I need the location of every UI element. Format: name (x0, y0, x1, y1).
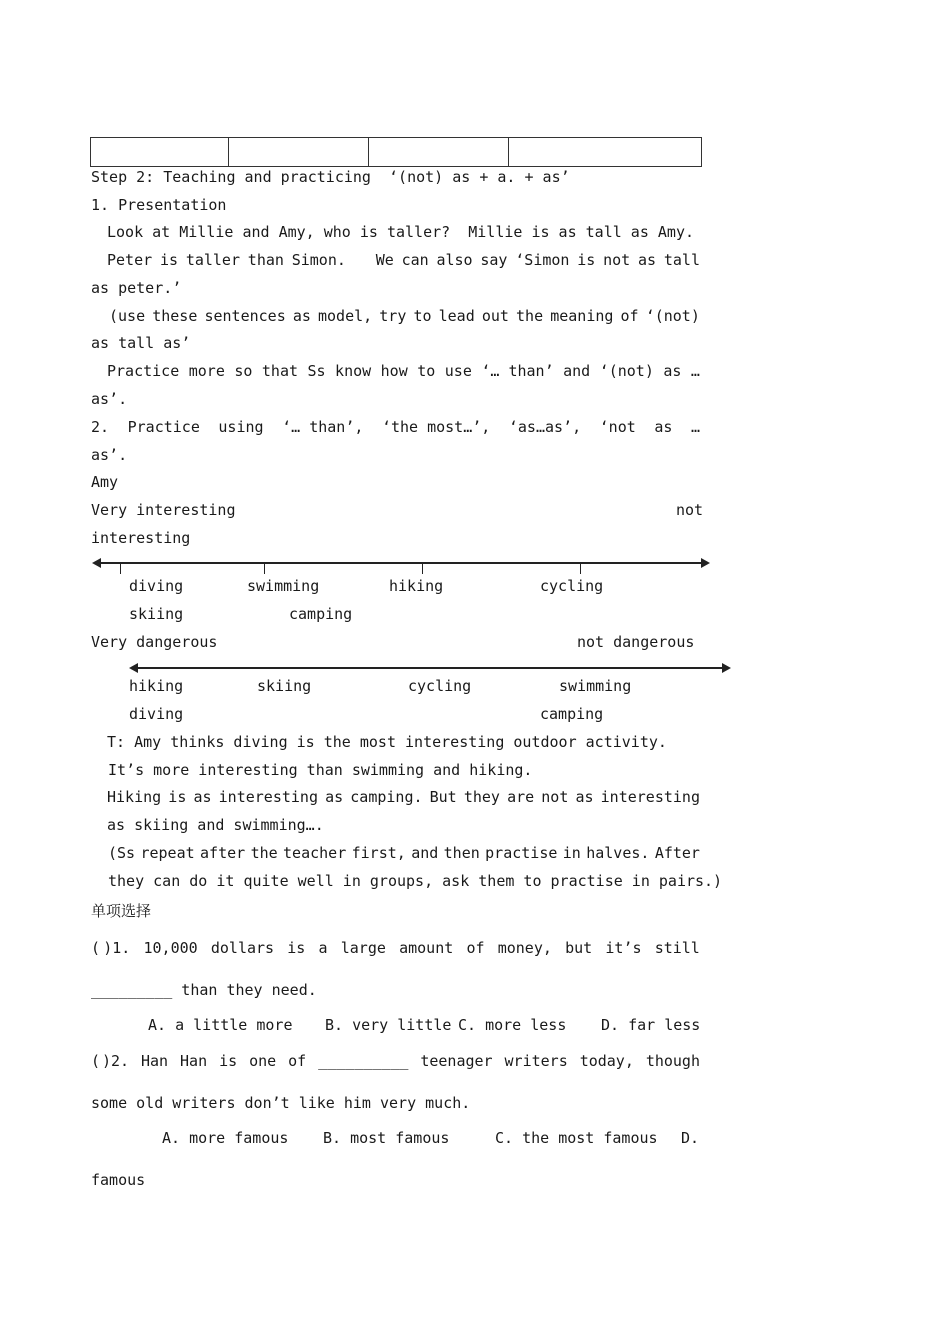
activity-label: cycling (540, 577, 604, 595)
activity-label: hiking (129, 677, 184, 695)
table-cell (91, 138, 229, 167)
question-blank-line: _________ than they need. (91, 981, 317, 999)
activity-label: swimming (247, 577, 320, 595)
text-line-justified: Peter is taller than Simon. We can also say ‘Simon is not as tall (107, 251, 700, 269)
activity-label: swimming (559, 677, 632, 695)
option-tail: famous (91, 1171, 146, 1189)
table-cell (509, 138, 702, 167)
teacher-line-justified: (Ss repeat after the teacher first, and then practise in halves. After (108, 844, 700, 862)
activity-label: camping (289, 605, 353, 623)
activity-label: hiking (389, 577, 444, 595)
activity-label: cycling (408, 677, 472, 695)
table-cell (229, 138, 369, 167)
question-stem: ( )1. 10,000 dollars is a large amount of money, but it’s still (91, 939, 700, 957)
presentation-heading: 1. Presentation (91, 196, 227, 214)
axis-tick (422, 563, 423, 574)
question-cont: some old writers don’t like him very much. (91, 1094, 471, 1112)
option: C. the most famous (495, 1129, 658, 1147)
text-line: Look at Millie and Amy, who is taller? Millie is as tall as Amy. (107, 223, 694, 241)
scale-right-label-cont: interesting (91, 529, 191, 547)
scale-right-label: not dangerous (577, 633, 695, 651)
section-title: 单项选择 (91, 902, 152, 920)
teacher-line: T: Amy thinks diving is the most interesting outdoor activity. (107, 733, 667, 751)
teacher-line: It’s more interesting than swimming and hiking. (108, 761, 533, 779)
question-stem: ( )2. Han Han is one of __________ teenager writers today, though (91, 1052, 700, 1070)
axis-tick (120, 563, 121, 574)
table-cell (369, 138, 509, 167)
activity-label: camping (540, 705, 604, 723)
activity-label: skiing (129, 605, 184, 623)
axis-tick (264, 563, 265, 574)
axis-arrow-right (722, 663, 731, 673)
activity-label: diving (129, 577, 184, 595)
teacher-line: as skiing and swimming…. (107, 816, 324, 834)
practice-heading: 2. Practice using ‘… than’, ‘the most…’, ‘as…as’, ‘not as … (91, 418, 700, 436)
scale-right-label: not (676, 501, 704, 519)
scale-name: Amy (91, 473, 119, 491)
text-line: as’. (91, 446, 128, 464)
option: B. most famous (323, 1129, 450, 1147)
scale-axis (100, 562, 702, 564)
axis-tick (580, 563, 581, 574)
option: D. far less (601, 1016, 701, 1034)
scale-left-label: Very dangerous (91, 633, 218, 651)
option: A. more famous (162, 1129, 289, 1147)
text-line: as tall as’ (91, 334, 191, 352)
option: B. very little (325, 1016, 452, 1034)
option: A. a little more (148, 1016, 293, 1034)
option: C. more less (458, 1016, 567, 1034)
teacher-line-justified: Hiking is as interesting as camping. But they are not as interesting (107, 788, 700, 806)
teacher-line: they can do it quite well in groups, ask them to practise in pairs.) (108, 872, 723, 890)
scale-axis (136, 667, 723, 669)
scale-left-label: Very interesting (91, 501, 236, 519)
axis-arrow-right (701, 558, 710, 568)
step-heading: Step 2: Teaching and practicing ‘(not) as + a. + as’ (91, 168, 570, 186)
text-line-justified: Practice more so that Ss know how to use ‘… than’ and ‘(not) as … (107, 362, 700, 380)
activity-label: diving (129, 705, 184, 723)
activity-label: skiing (257, 677, 312, 695)
option: D. (681, 1129, 700, 1147)
text-line: as peter.’ (91, 279, 182, 297)
text-line-justified: (use these sentences as model, try to lead out the meaning of ‘(not) (109, 307, 700, 325)
text-line: as’. (91, 390, 128, 408)
header-table (90, 137, 702, 167)
